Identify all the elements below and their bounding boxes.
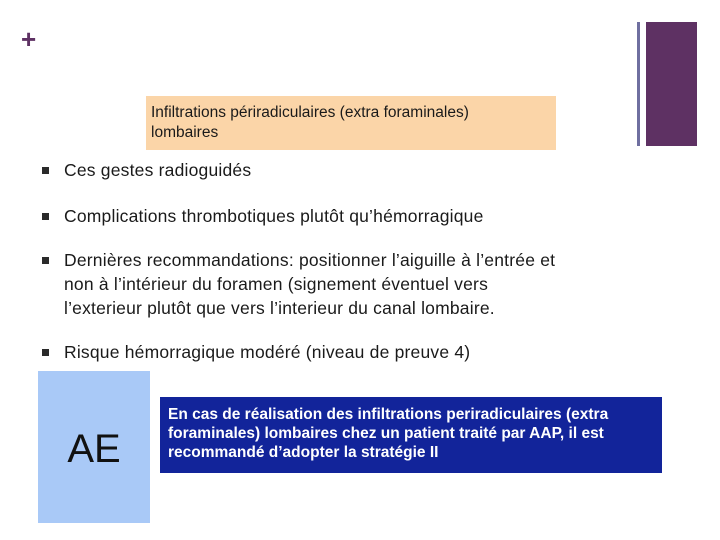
square-bullet-icon [42,213,49,220]
side-accent-band [646,22,697,146]
bullet-item [42,340,642,364]
slide-title-line: Infiltrations périradiculaires (extra foraminales) [151,104,469,121]
bullet-text-line: l’exterieur plutôt que vers l’interieur du canal lombaire. [64,298,495,318]
bullet-item [42,158,642,182]
bullet-list [42,158,642,364]
slide-title [146,96,556,150]
bullet-text-line: Dernières recommandations: positionner l’aiguille à l’entrée et [64,250,556,270]
bullet-text-line: Complications thrombotiques plutôt qu’hémorragique [64,206,484,226]
recommendation-line: recommandé d’adopter la stratégie II [168,444,439,461]
recommendation-line: foraminales) lombaires chez un patient traité par AAP, il est [168,425,604,442]
grade-label: AE [67,427,121,471]
bullet-text-line: non à l’intérieur du foramen (signement éventuel vers [64,274,489,294]
slide-title-line: lombaires [151,124,219,141]
bullet-item [42,248,642,320]
square-bullet-icon [42,349,49,356]
bullet-text-line: Ces gestes radioguidés [64,160,252,180]
square-bullet-icon [42,257,49,264]
grade-box [38,371,150,523]
square-bullet-icon [42,167,49,174]
recommendation-line: En cas de réalisation des infiltrations periradiculaires (extra [168,406,609,423]
recommendation-box [160,397,662,473]
bullet-item [42,204,642,228]
side-accent-line [637,22,640,146]
bullet-text-line: Risque hémorragique modéré (niveau de preuve 4) [64,342,471,362]
corner-plus-icon: + [21,24,37,54]
